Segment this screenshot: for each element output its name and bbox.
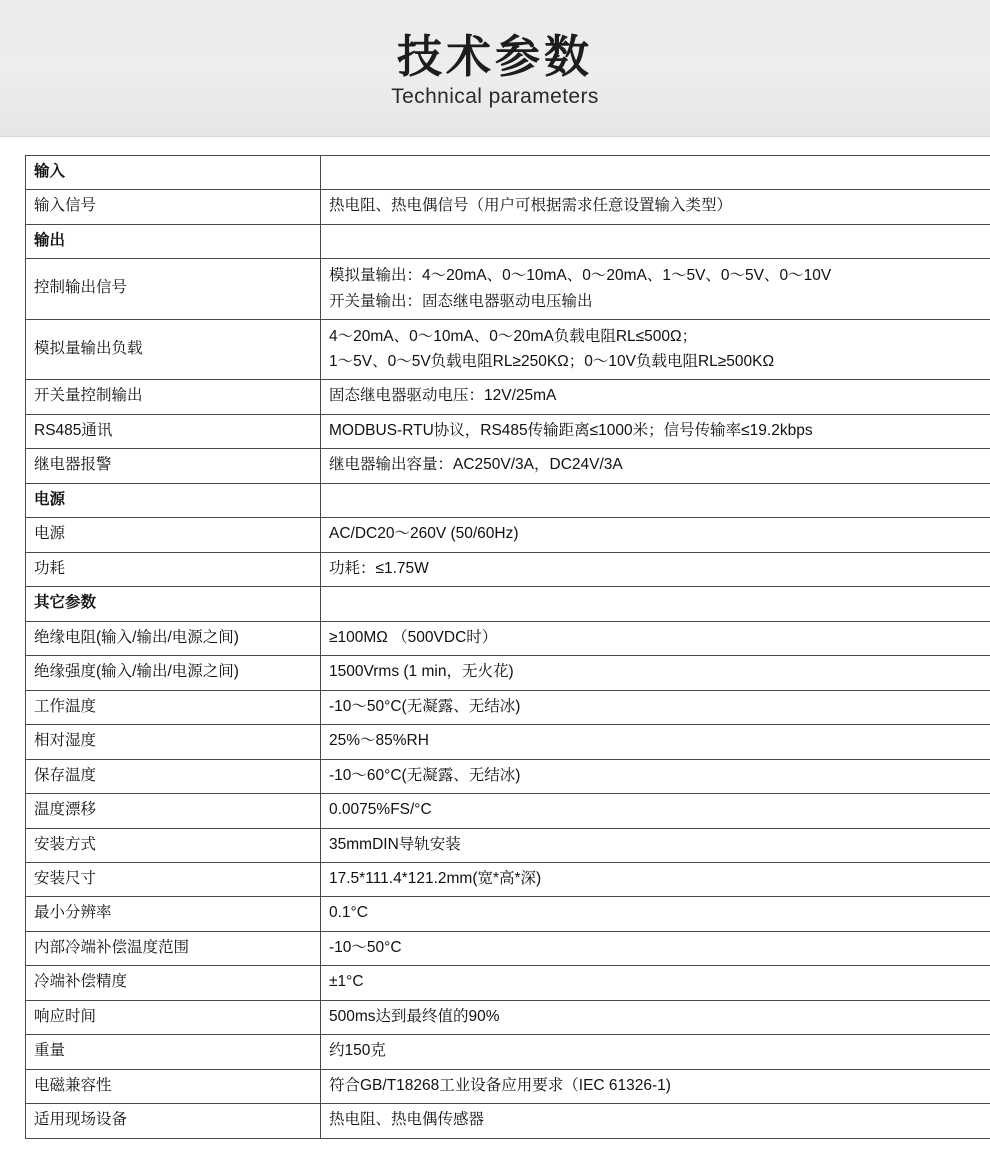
- table-row: [26, 1035, 990, 1069]
- spec-value-cell: 热电阻、热电偶传感器: [321, 1104, 990, 1138]
- spec-value-cell: [321, 483, 990, 517]
- spec-label-cell: 电源: [26, 483, 321, 517]
- spec-label-cell: 功耗: [26, 552, 321, 586]
- spec-value-cell: 约150克: [321, 1035, 990, 1069]
- spec-value-cell: 0.0075%FS/°C: [321, 794, 990, 828]
- spec-label-cell: 适用现场设备: [26, 1104, 321, 1138]
- spec-value-cell: [321, 259, 990, 320]
- spec-section-row: [26, 483, 990, 517]
- spec-value-cell: 功耗：≤1.75W: [321, 552, 990, 586]
- table-row: [26, 319, 990, 380]
- spec-label-cell: 绝缘强度(输入/输出/电源之间): [26, 656, 321, 690]
- page-banner: [0, 0, 990, 137]
- spec-value-cell: MODBUS-RTU协议，RS485传输距离≤1000米；信号传输率≤19.2kbps: [321, 414, 990, 448]
- spec-label-cell: 绝缘电阻(输入/输出/电源之间): [26, 621, 321, 655]
- spec-label-cell: 开关量控制输出: [26, 380, 321, 414]
- spec-label-cell: 最小分辨率: [26, 897, 321, 931]
- spec-value-cell: 17.5*111.4*121.2mm(宽*高*深): [321, 862, 990, 896]
- table-row: [26, 380, 990, 414]
- spec-label-cell: 响应时间: [26, 1000, 321, 1034]
- spec-label-cell: 输入信号: [26, 190, 321, 224]
- spec-value-cell: 继电器输出容量：AC250V/3A，DC24V/3A: [321, 449, 990, 483]
- table-row: [26, 518, 990, 552]
- table-row: [26, 656, 990, 690]
- spec-label-cell: 保存温度: [26, 759, 321, 793]
- spec-label-cell: 重量: [26, 1035, 321, 1069]
- spec-value-cell: 25%～85%RH: [321, 725, 990, 759]
- spec-value-line: 1～5V、0～5V负载电阻RL≥250KΩ；0～10V负载电阻RL≥500KΩ: [329, 350, 990, 373]
- spec-label-cell: 电磁兼容性: [26, 1069, 321, 1103]
- spec-value-cell: -10～50°C(无凝露、无结冰): [321, 690, 990, 724]
- spec-label-cell: 控制输出信号: [26, 259, 321, 320]
- table-row: [26, 1000, 990, 1034]
- table-row: [26, 552, 990, 586]
- spec-value-cell: 1500Vrms (1 min，无火花): [321, 656, 990, 690]
- spec-value-cell: [321, 156, 990, 190]
- page-subtitle: Technical parameters: [391, 85, 599, 109]
- table-row: [26, 794, 990, 828]
- table-row: [26, 414, 990, 448]
- technical-parameters-table: [25, 155, 990, 1139]
- spec-label-cell: 安装尺寸: [26, 862, 321, 896]
- spec-value-cell: 热电阻、热电偶信号（用户可根据需求任意设置输入类型）: [321, 190, 990, 224]
- spec-label-cell: RS485通讯: [26, 414, 321, 448]
- spec-label-cell: 内部冷端补偿温度范围: [26, 931, 321, 965]
- table-row: [26, 449, 990, 483]
- table-row: [26, 931, 990, 965]
- spec-section-row: [26, 587, 990, 621]
- spec-label-cell: 模拟量输出负载: [26, 319, 321, 380]
- spec-label-cell: 电源: [26, 518, 321, 552]
- spec-section-row: [26, 224, 990, 258]
- spec-table-body: [26, 156, 990, 1139]
- spec-label-cell: 输入: [26, 156, 321, 190]
- spec-value-cell: [321, 319, 990, 380]
- spec-value-line: 模拟量输出：4～20mA、0～10mA、0～20mA、1～5V、0～5V、0～10V: [329, 264, 990, 287]
- spec-value-cell: 500ms达到最终值的90%: [321, 1000, 990, 1034]
- spec-value-cell: 35mmDIN导轨安装: [321, 828, 990, 862]
- spec-label-cell: 温度漂移: [26, 794, 321, 828]
- spec-value-cell: -10～60°C(无凝露、无结冰): [321, 759, 990, 793]
- spec-label-cell: 输出: [26, 224, 321, 258]
- spec-label-cell: 安装方式: [26, 828, 321, 862]
- spec-label-cell: 继电器报警: [26, 449, 321, 483]
- spec-label-cell: 其它参数: [26, 587, 321, 621]
- table-row: [26, 828, 990, 862]
- table-row: [26, 725, 990, 759]
- spec-value-cell: 固态继电器驱动电压：12V/25mA: [321, 380, 990, 414]
- spec-value-cell: 符合GB/T18268工业设备应用要求（IEC 61326-1): [321, 1069, 990, 1103]
- spec-value-cell: 0.1°C: [321, 897, 990, 931]
- spec-value-cell: ≥100MΩ （500VDC时）: [321, 621, 990, 655]
- table-row: [26, 897, 990, 931]
- page-title: 技术参数: [397, 33, 593, 80]
- table-row: [26, 690, 990, 724]
- table-row: [26, 259, 990, 320]
- spec-value-cell: -10～50°C: [321, 931, 990, 965]
- spec-value-cell: ±1°C: [321, 966, 990, 1000]
- spec-value-line: 4～20mA、0～10mA、0～20mA负载电阻RL≤500Ω；: [329, 325, 990, 348]
- spec-value-cell: [321, 224, 990, 258]
- spec-table-wrapper: [0, 137, 990, 1159]
- table-row: [26, 1069, 990, 1103]
- spec-value-line: 开关量输出：固态继电器驱动电压输出: [329, 290, 990, 313]
- spec-label-cell: 工作温度: [26, 690, 321, 724]
- spec-label-cell: 相对湿度: [26, 725, 321, 759]
- table-row: [26, 862, 990, 896]
- spec-value-cell: AC/DC20～260V (50/60Hz): [321, 518, 990, 552]
- spec-label-cell: 冷端补偿精度: [26, 966, 321, 1000]
- spec-section-row: [26, 156, 990, 190]
- table-row: [26, 966, 990, 1000]
- table-row: [26, 759, 990, 793]
- table-row: [26, 1104, 990, 1138]
- spec-value-cell: [321, 587, 990, 621]
- table-row: [26, 621, 990, 655]
- table-row: [26, 190, 990, 224]
